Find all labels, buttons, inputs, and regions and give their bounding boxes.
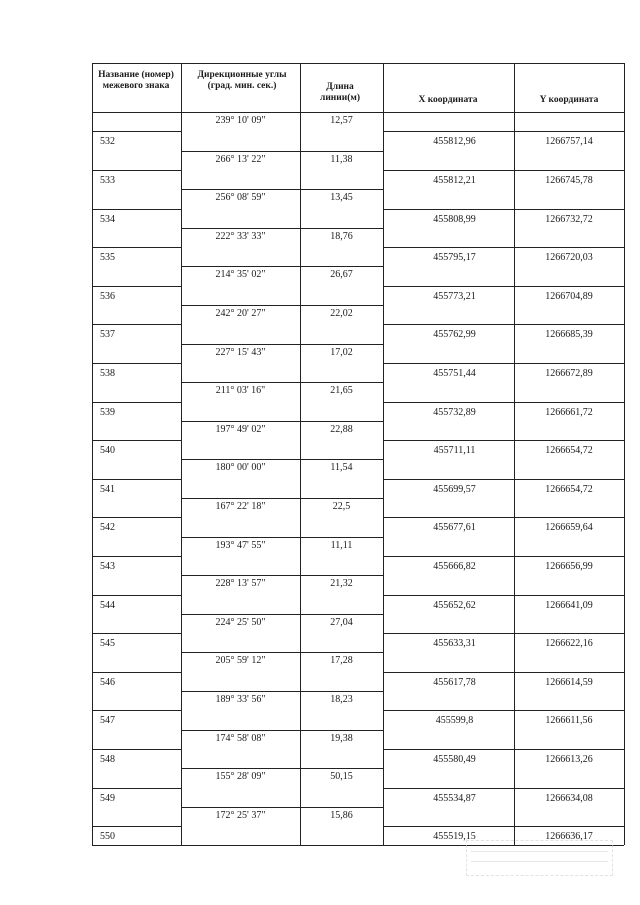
column-border xyxy=(181,63,182,845)
line-length: 17,28 xyxy=(330,655,353,666)
header-bottom-border xyxy=(92,112,624,113)
point-name: 549 xyxy=(100,793,115,804)
row-separator xyxy=(181,305,383,306)
x-coordinate: 455773,21 xyxy=(433,291,476,302)
line-length: 50,15 xyxy=(330,771,353,782)
y-coordinate: 1266613,26 xyxy=(545,754,593,765)
row-separator xyxy=(92,402,181,403)
line-length: 22,88 xyxy=(330,424,353,435)
x-coordinate: 455633,31 xyxy=(433,638,476,649)
y-coordinate: 1266614,59 xyxy=(545,677,593,688)
line-length: 15,86 xyxy=(330,810,353,821)
row-separator xyxy=(181,575,383,576)
x-coordinate: 455808,99 xyxy=(433,214,476,225)
x-coordinate: 455812,96 xyxy=(433,136,476,147)
x-coordinate: 455666,82 xyxy=(433,561,476,572)
line-length: 17,02 xyxy=(330,347,353,358)
line-length: 13,45 xyxy=(330,192,353,203)
row-separator xyxy=(383,324,624,325)
x-coordinate: 455617,78 xyxy=(433,677,476,688)
point-name: 539 xyxy=(100,407,115,418)
x-coordinate: 455812,21 xyxy=(433,175,476,186)
row-separator xyxy=(383,672,624,673)
row-separator xyxy=(383,209,624,210)
point-name: 540 xyxy=(100,445,115,456)
y-coordinate: 1266685,39 xyxy=(545,329,593,340)
y-coordinate: 1266745,78 xyxy=(545,175,593,186)
row-separator xyxy=(181,421,383,422)
y-coordinate: 1266661,72 xyxy=(545,407,593,418)
line-length: 19,38 xyxy=(330,733,353,744)
direction-angle: 228° 13' 57" xyxy=(215,578,266,589)
row-separator xyxy=(92,247,181,248)
x-coordinate: 455599,8 xyxy=(435,715,474,726)
row-separator xyxy=(383,363,624,364)
point-name: 544 xyxy=(100,600,115,611)
point-name: 545 xyxy=(100,638,115,649)
faded-stamp xyxy=(466,840,613,876)
direction-angle: 222° 33' 33" xyxy=(215,231,266,242)
table-top-border xyxy=(92,63,624,64)
y-coordinate: 1266720,03 xyxy=(545,252,593,263)
row-separator xyxy=(383,286,624,287)
y-coordinate: 1266704,89 xyxy=(545,291,593,302)
header-point-name: Название (номер) межевого знака xyxy=(98,70,174,91)
line-length: 18,76 xyxy=(330,231,353,242)
row-separator xyxy=(92,788,181,789)
row-separator xyxy=(181,768,383,769)
x-coordinate: 455534,87 xyxy=(433,793,476,804)
point-name: 536 xyxy=(100,291,115,302)
row-separator xyxy=(92,131,181,132)
header-direction-angles: Дирекционные углы (град. мин. сек.) xyxy=(197,70,287,91)
row-separator xyxy=(383,440,624,441)
row-separator xyxy=(92,826,181,827)
x-coordinate: 455762,99 xyxy=(433,329,476,340)
row-separator xyxy=(383,788,624,789)
row-separator xyxy=(181,228,383,229)
line-length: 11,54 xyxy=(330,462,353,473)
point-name: 532 xyxy=(100,136,115,147)
row-separator xyxy=(181,344,383,345)
row-separator xyxy=(181,266,383,267)
row-separator xyxy=(92,209,181,210)
line-length: 12,57 xyxy=(330,115,353,126)
row-separator xyxy=(383,247,624,248)
row-separator xyxy=(383,749,624,750)
line-length: 26,67 xyxy=(330,269,353,280)
row-separator xyxy=(92,324,181,325)
x-coordinate: 455580,49 xyxy=(433,754,476,765)
point-name: 538 xyxy=(100,368,115,379)
line-length: 22,5 xyxy=(332,501,351,512)
point-name: 535 xyxy=(100,252,115,263)
y-coordinate: 1266654,72 xyxy=(545,445,593,456)
row-separator xyxy=(181,189,383,190)
y-coordinate: 1266659,64 xyxy=(545,522,593,533)
direction-angle: 227° 15' 43" xyxy=(215,347,266,358)
direction-angle: 193° 47' 55" xyxy=(215,540,266,551)
row-separator xyxy=(181,652,383,653)
x-coordinate: 455751,44 xyxy=(433,368,476,379)
direction-angle: 197° 49' 02" xyxy=(215,424,266,435)
line-length: 22,02 xyxy=(330,308,353,319)
direction-angle: 256° 08' 59" xyxy=(215,192,266,203)
y-coordinate: 1266757,14 xyxy=(545,136,593,147)
row-separator xyxy=(92,363,181,364)
direction-angle: 224° 25' 50" xyxy=(215,617,266,628)
row-separator xyxy=(92,672,181,673)
direction-angle: 239° 10' 09" xyxy=(215,115,266,126)
row-separator xyxy=(92,440,181,441)
direction-angle: 155° 28' 09" xyxy=(215,771,266,782)
line-length: 21,32 xyxy=(330,578,353,589)
header-x-coordinate: X координата xyxy=(418,95,478,105)
row-separator xyxy=(181,151,383,152)
row-separator xyxy=(383,710,624,711)
point-name: 547 xyxy=(100,715,115,726)
point-name: 548 xyxy=(100,754,115,765)
x-coordinate: 455519,15 xyxy=(433,831,476,842)
direction-angle: 172° 25' 37" xyxy=(215,810,266,821)
row-separator xyxy=(181,807,383,808)
column-border xyxy=(624,63,625,845)
row-separator xyxy=(92,286,181,287)
row-separator xyxy=(383,633,624,634)
row-separator xyxy=(92,479,181,480)
y-coordinate: 1266641,09 xyxy=(545,600,593,611)
row-separator xyxy=(181,691,383,692)
row-separator xyxy=(92,595,181,596)
direction-angle: 266° 13' 22" xyxy=(215,154,266,165)
y-coordinate: 1266656,99 xyxy=(545,561,593,572)
row-separator xyxy=(383,826,624,827)
line-length: 11,38 xyxy=(330,154,353,165)
y-coordinate: 1266622,16 xyxy=(545,638,593,649)
x-coordinate: 455795,17 xyxy=(433,252,476,263)
point-name: 543 xyxy=(100,561,115,572)
row-separator xyxy=(181,498,383,499)
point-name: 533 xyxy=(100,175,115,186)
direction-angle: 167° 22' 18" xyxy=(215,501,266,512)
y-coordinate: 1266636,17 xyxy=(545,831,593,842)
x-coordinate: 455732,89 xyxy=(433,407,476,418)
direction-angle: 180° 00' 00" xyxy=(215,462,266,473)
y-coordinate: 1266732,72 xyxy=(545,214,593,225)
line-length: 11,11 xyxy=(330,540,353,551)
direction-angle: 189° 33' 56" xyxy=(215,694,266,705)
direction-angle: 174° 58' 08" xyxy=(215,733,266,744)
point-name: 534 xyxy=(100,214,115,225)
direction-angle: 205° 59' 12" xyxy=(215,655,266,666)
header-y-coordinate: Y координата xyxy=(539,95,599,105)
line-length: 21,65 xyxy=(330,385,353,396)
row-separator xyxy=(92,556,181,557)
row-separator xyxy=(92,749,181,750)
row-separator xyxy=(383,402,624,403)
row-separator xyxy=(181,382,383,383)
x-coordinate: 455652,62 xyxy=(433,600,476,611)
row-separator xyxy=(92,170,181,171)
row-separator xyxy=(383,131,624,132)
y-coordinate: 1266611,56 xyxy=(545,715,593,726)
column-border xyxy=(92,63,93,845)
line-length: 18,23 xyxy=(330,694,353,705)
point-name: 541 xyxy=(100,484,115,495)
direction-angle: 214° 35' 02" xyxy=(215,269,266,280)
y-coordinate: 1266654,72 xyxy=(545,484,593,495)
row-separator xyxy=(92,517,181,518)
header-line-length: Длина линии(м) xyxy=(319,82,361,103)
row-separator xyxy=(181,459,383,460)
point-name: 546 xyxy=(100,677,115,688)
row-separator xyxy=(383,517,624,518)
row-separator xyxy=(92,710,181,711)
direction-angle: 242° 20' 27" xyxy=(215,308,266,319)
column-border xyxy=(300,63,301,845)
x-coordinate: 455699,57 xyxy=(433,484,476,495)
y-coordinate: 1266634,08 xyxy=(545,793,593,804)
direction-angle: 211° 03' 16" xyxy=(215,385,266,396)
row-separator xyxy=(383,170,624,171)
point-name: 537 xyxy=(100,329,115,340)
point-name: 550 xyxy=(100,831,115,842)
row-separator xyxy=(181,614,383,615)
point-name: 542 xyxy=(100,522,115,533)
line-length: 27,04 xyxy=(330,617,353,628)
row-separator xyxy=(181,537,383,538)
y-coordinate: 1266672,89 xyxy=(545,368,593,379)
row-separator xyxy=(383,595,624,596)
x-coordinate: 455711,11 xyxy=(433,445,476,456)
row-separator xyxy=(92,633,181,634)
row-separator xyxy=(383,556,624,557)
row-separator xyxy=(383,479,624,480)
x-coordinate: 455677,61 xyxy=(433,522,476,533)
row-separator xyxy=(181,730,383,731)
column-border xyxy=(383,63,384,845)
